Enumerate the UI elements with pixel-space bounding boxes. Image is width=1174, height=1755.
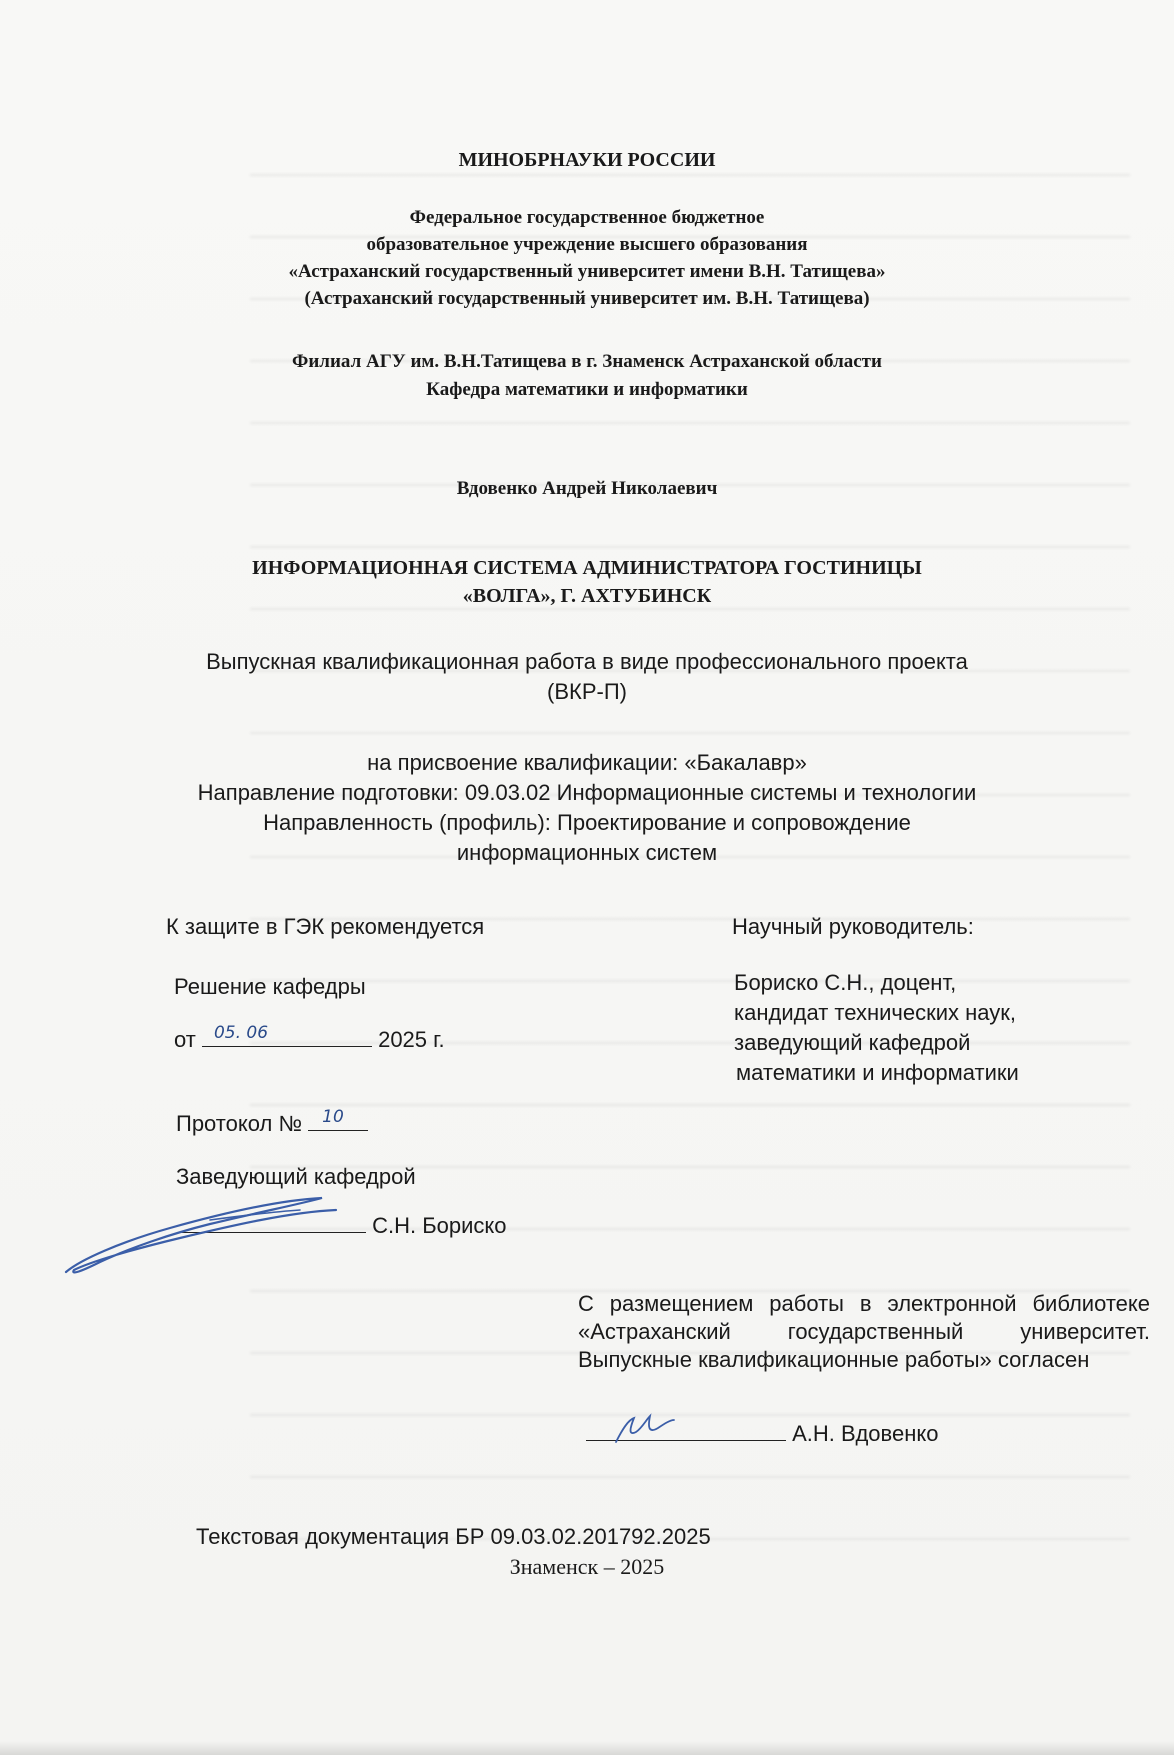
institution-line-3: «Астраханский государственный университет имени В.Н. Татищева»	[288, 261, 886, 282]
page-edge-shadow	[0, 1741, 1174, 1755]
head-signature-field	[178, 1210, 366, 1233]
ministry-heading: МИНОБРНАУКИ РОССИИ	[458, 149, 716, 171]
profile-line-1: Направленность (профиль): Проектирование и сопровождение	[263, 810, 911, 835]
consent-signer: А.Н. Вдовенко	[792, 1421, 939, 1446]
supervisor-line-2: кандидат технических наук,	[734, 1000, 1017, 1025]
head-signature-line	[178, 1210, 507, 1241]
handwritten-date: 05. 06	[213, 1023, 269, 1043]
department-line: Кафедра математики и информатики	[426, 379, 748, 400]
work-type-line-2: (ВКР-П)	[547, 679, 627, 704]
consent-signature-field	[586, 1418, 786, 1441]
supervisor-line-1: Бориско С.Н., доцент,	[734, 970, 957, 995]
date-suffix: 2025 г.	[378, 1027, 445, 1052]
institution-line-4: (Астраханский государственный университет им. В.Н. Татищева)	[304, 288, 870, 309]
supervisor-line-3: заведующий кафедрой	[734, 1030, 971, 1055]
author-name: Вдовенко Андрей Николаевич	[456, 478, 718, 499]
thesis-title-line-1: ИНФОРМАЦИОННАЯ СИСТЕМА АДМИНИСТРАТОРА ГОСТИНИЦЫ	[252, 557, 922, 579]
consent-signature-line	[586, 1418, 938, 1449]
documentation-code: Текстовая документация БР 09.03.02.201792.2025	[196, 1524, 711, 1549]
department-decision-label: Решение кафедры	[174, 974, 366, 999]
protocol-field	[308, 1108, 368, 1131]
library-consent-text: С размещением работы в электронной библиотеке «Астраханский государственный университет. Выпускные квалификационные работы» согласен	[578, 1291, 1150, 1372]
work-type-line-1: Выпускная квалификационная работа в виде профессионального проекта	[206, 649, 968, 674]
date-prefix: от	[174, 1027, 196, 1052]
head-of-department-label: Заведующий кафедрой	[176, 1164, 416, 1189]
decision-date-line	[174, 1024, 445, 1055]
city-year: Знаменск – 2025	[509, 1554, 665, 1579]
training-direction-line: Направление подготовки: 09.03.02 Информационные системы и технологии	[197, 780, 977, 805]
qualification-line: на присвоение квалификации: «Бакалавр»	[367, 750, 807, 775]
profile-line-2: информационных систем	[456, 840, 718, 865]
head-name: С.Н. Бориско	[372, 1213, 507, 1238]
date-field	[202, 1024, 372, 1047]
defense-recommended: К защите в ГЭК рекомендуется	[166, 914, 485, 939]
institution-line-1: Федеральное государственное бюджетное	[409, 207, 765, 228]
protocol-prefix: Протокол №	[176, 1111, 303, 1136]
branch-line-1: Филиал АГУ им. В.Н.Татищева в г. Знаменск Астраханской области	[292, 351, 882, 372]
supervisor-line-4: математики и информатики	[736, 1060, 1019, 1085]
protocol-line	[176, 1108, 368, 1139]
thesis-title-line-2: «ВОЛГА», Г. АХТУБИНСК	[462, 585, 712, 607]
handwritten-protocol-number: 10	[322, 1107, 344, 1127]
supervisor-label: Научный руководитель:	[732, 914, 974, 939]
institution-line-2: образовательное учреждение высшего образования	[366, 234, 808, 255]
